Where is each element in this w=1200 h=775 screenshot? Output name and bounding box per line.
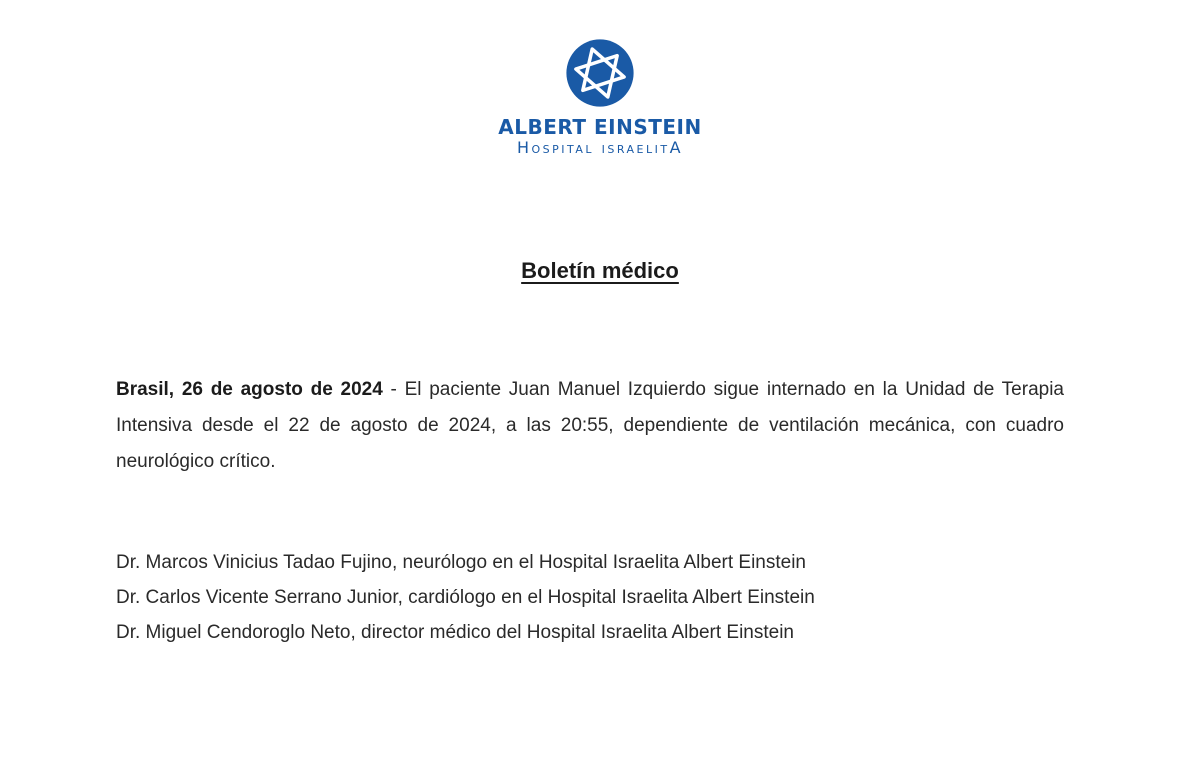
logo-name: ALBERT EINSTEIN bbox=[498, 115, 702, 139]
hospital-logo bbox=[0, 38, 1200, 158]
signature-block bbox=[116, 545, 1116, 650]
logo-subtitle: Hospital israelitA bbox=[516, 138, 684, 157]
signature-line: Dr. Marcos Vinicius Tadao Fujino, neurólogo en el Hospital Israelita Albert Einstein bbox=[116, 552, 807, 573]
bulletin-paragraph bbox=[116, 372, 1064, 480]
document-title: Boletín médico bbox=[521, 258, 679, 283]
bulletin-body: - El paciente Juan Manuel Izquierdo sigue internado en la Unidad de Terapia Intensiva desde el 22 de agosto de 2024, a las 20:55, dependiente de ventilación mecánica, con cuadro neurológico crítico. bbox=[116, 379, 1064, 472]
star-of-david-emblem-icon bbox=[565, 38, 635, 108]
dateline: Brasil, 26 de agosto de 2024 bbox=[116, 379, 383, 400]
signature-line: Dr. Carlos Vicente Serrano Junior, cardiólogo en el Hospital Israelita Albert Einstein bbox=[116, 587, 815, 608]
signature-line: Dr. Miguel Cendoroglo Neto, director médico del Hospital Israelita Albert Einstein bbox=[116, 622, 794, 643]
